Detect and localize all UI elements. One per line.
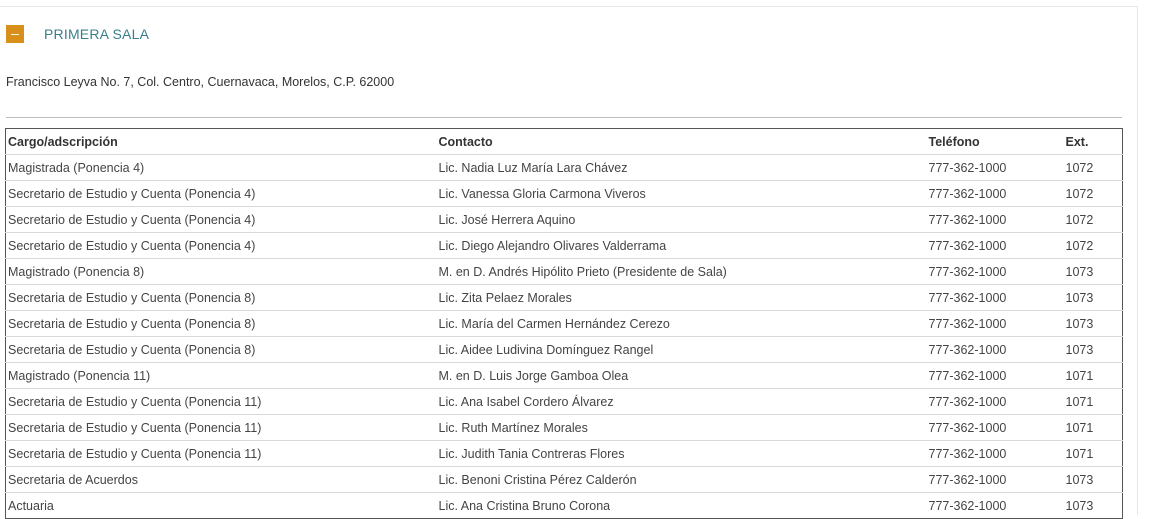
cell-ext: 1072 — [1064, 207, 1123, 233]
cell-contacto: Lic. Ruth Martínez Morales — [437, 415, 927, 441]
table-row — [6, 233, 1123, 259]
table-row — [6, 285, 1123, 311]
cell-contacto: Lic. Zita Pelaez Morales — [437, 285, 927, 311]
cell-telefono: 777-362-1000 — [927, 467, 1064, 493]
cell-cargo: Magistrada (Ponencia 4) — [6, 155, 437, 181]
cell-telefono: 777-362-1000 — [927, 415, 1064, 441]
cell-cargo: Magistrado (Ponencia 11) — [6, 363, 437, 389]
cell-telefono: 777-362-1000 — [927, 363, 1064, 389]
cell-telefono: 777-362-1000 — [927, 285, 1064, 311]
cell-cargo: Secretaria de Estudio y Cuenta (Ponencia 11) — [6, 441, 437, 467]
cell-telefono: 777-362-1000 — [927, 337, 1064, 363]
cell-contacto: M. en D. Andrés Hipólito Prieto (Presidente de Sala) — [437, 259, 927, 285]
cell-telefono: 777-362-1000 — [928, 498, 1007, 513]
directory-table — [5, 128, 1123, 519]
cell-ext: 1073 — [1064, 337, 1123, 363]
cell-ext: 1073 — [1064, 311, 1123, 337]
cell-telefono: 777-362-1000 — [927, 259, 1064, 285]
cell-cargo: Secretaria de Acuerdos — [6, 467, 437, 493]
section-title[interactable]: PRIMERA SALA — [44, 26, 150, 42]
table-row — [6, 441, 1123, 467]
cell-contacto: Lic. Judith Tania Contreras Flores — [437, 441, 927, 467]
cell-ext: 1073 — [1064, 285, 1123, 311]
cell-telefono: 777-362-1000 — [927, 441, 1064, 467]
accordion-panel — [0, 6, 1138, 515]
cell-ext: 1071 — [1064, 363, 1123, 389]
cell-cargo: Secretaria de Estudio y Cuenta (Ponencia 11) — [6, 389, 437, 415]
table-row — [6, 467, 1123, 493]
cell-cargo: Magistrado (Ponencia 8) — [6, 259, 437, 285]
cell-telefono: 777-362-1000 — [927, 233, 1064, 259]
cell-ext: 1071 — [1064, 441, 1123, 467]
cell-ext: 1072 — [1064, 233, 1123, 259]
column-header-telefono: Teléfono — [927, 129, 1064, 155]
cell-contacto: Lic. Ana Isabel Cordero Álvarez — [437, 389, 927, 415]
table-row — [6, 389, 1123, 415]
cell-contacto: Lic. María del Carmen Hernández Cerezo — [437, 311, 927, 337]
cell-cargo: Secretario de Estudio y Cuenta (Ponencia 4) — [6, 181, 437, 207]
cell-ext: 1073 — [1065, 498, 1094, 513]
table-row — [6, 337, 1123, 363]
column-header-cargo: Cargo/adscripción — [6, 129, 437, 155]
cell-telefono: 777-362-1000 — [927, 311, 1064, 337]
table-row — [6, 415, 1123, 441]
collapse-toggle-icon[interactable]: – — [6, 25, 24, 43]
cell-telefono: 777-362-1000 — [927, 207, 1064, 233]
cell-cargo: Secretaria de Estudio y Cuenta (Ponencia 8) — [6, 285, 437, 311]
cell-cargo: Secretario de Estudio y Cuenta (Ponencia 4) — [6, 207, 437, 233]
divider — [6, 117, 1122, 118]
cell-cargo: Secretario de Estudio y Cuenta (Ponencia 4) — [6, 233, 437, 259]
table-row — [6, 259, 1123, 285]
cell-ext: 1073 — [1064, 467, 1123, 493]
cell-contacto: Lic. Ana Cristina Bruno Corona — [438, 498, 611, 513]
cell-ext: 1073 — [1064, 259, 1123, 285]
table-row — [6, 207, 1123, 233]
table-row — [6, 155, 1123, 181]
address-text: Francisco Leyva No. 7, Col. Centro, Cuernavaca, Morelos, C.P. 62000 — [6, 75, 395, 89]
cell-ext: 1072 — [1064, 155, 1123, 181]
cell-telefono: 777-362-1000 — [927, 389, 1064, 415]
cell-cargo: Actuaria — [8, 498, 54, 513]
cell-cargo: Secretaria de Estudio y Cuenta (Ponencia 8) — [6, 311, 437, 337]
cell-contacto: Lic. Diego Alejandro Olivares Valderrama — [437, 233, 927, 259]
cell-contacto: Lic. Vanessa Gloria Carmona Viveros — [437, 181, 927, 207]
cell-cargo: Secretaria de Estudio y Cuenta (Ponencia 11) — [6, 415, 437, 441]
cell-contacto: M. en D. Luis Jorge Gamboa Olea — [437, 363, 927, 389]
cell-cargo: Secretaria de Estudio y Cuenta (Ponencia 8) — [6, 337, 437, 363]
column-header-contacto: Contacto — [437, 129, 927, 155]
cell-contacto: Lic. Nadia Luz María Lara Chávez — [437, 155, 927, 181]
table-header-row — [6, 129, 1123, 155]
cell-contacto: Lic. Benoni Cristina Pérez Calderón — [437, 467, 927, 493]
cell-ext: 1072 — [1064, 181, 1123, 207]
table-row — [6, 181, 1123, 207]
cell-contacto: Lic. Aidee Ludivina Domínguez Rangel — [437, 337, 927, 363]
cell-contacto: Lic. José Herrera Aquino — [437, 207, 927, 233]
table-row — [6, 311, 1123, 337]
cell-telefono: 777-362-1000 — [927, 155, 1064, 181]
accordion-header[interactable] — [6, 24, 149, 44]
cell-ext: 1071 — [1064, 389, 1123, 415]
cell-ext: 1071 — [1064, 415, 1123, 441]
column-header-ext: Ext. — [1064, 129, 1123, 155]
cell-telefono: 777-362-1000 — [927, 181, 1064, 207]
table-row — [6, 363, 1123, 389]
